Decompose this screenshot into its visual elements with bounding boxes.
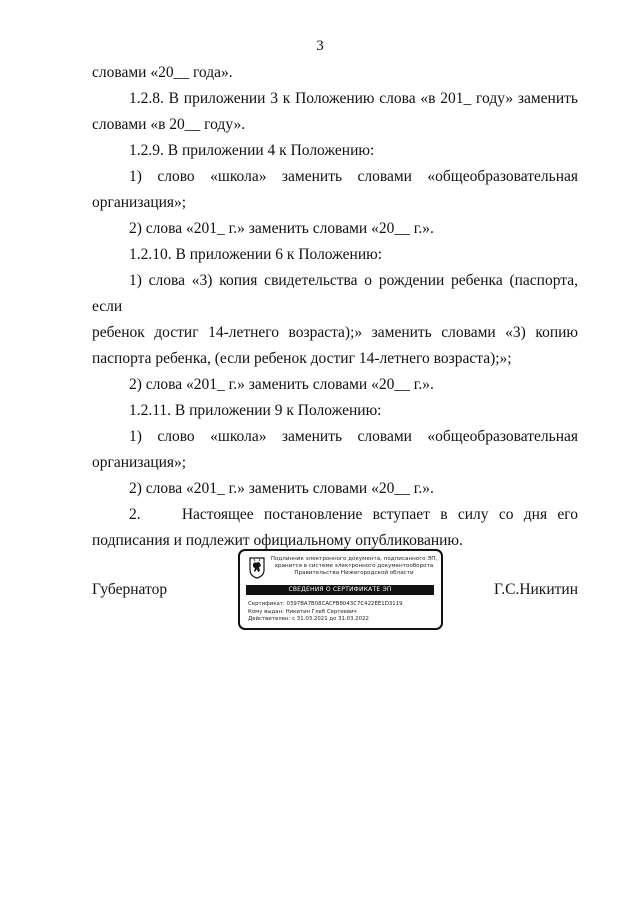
paragraph-line: 2. Настоящее постановление вступает в силу со дня его [129,506,578,523]
paragraph-line: организация»; [92,454,187,471]
paragraph-2-effective-date [92,502,578,554]
paragraph-1-2-9-item-2: 2) слова «201_ г.» заменить словами «20__ г.». [129,220,434,237]
paragraph-1-2-11-item-1 [92,424,578,476]
paragraph-1-2-10-item-1 [92,268,578,372]
certificate-serial: Сертификат: 0397BA7B08CACFB8043C7C422EE1D3119 [248,601,403,607]
electronic-signature-stamp [238,549,443,630]
paragraph-line: паспорта ребенка, (если ребенок достиг 14-летнего возраста);»; [92,350,512,367]
paragraph-1-2-10: 1.2.10. В приложении 6 к Положению: [129,246,383,263]
paragraph-1-2-11: 1.2.11. В приложении 9 к Положению: [129,402,382,419]
paragraph-line: организация»; [92,194,187,211]
paragraph-1-2-11-item-2: 2) слова «201_ г.» заменить словами «20__ г.». [129,480,434,497]
certificate-validity: Действителен: с 31.03.2021 до 31.03.2022 [248,616,369,622]
coat-of-arms-icon [249,557,265,579]
paragraph-closing-quote: словами «20__ года». [92,64,233,81]
paragraph-line: 1) слова «3) копия свидетельства о рождении ребенка (паспорта, если [92,272,578,315]
signatory-title: Губернатор [92,581,168,598]
paragraph-1-2-8 [92,86,578,138]
paragraph-1-2-10-item-2: 2) слова «201_ г.» заменить словами «20__ г.». [129,376,434,393]
paragraph-line: 1) слово «школа» заменить словами «общеобразовательная [129,168,578,185]
paragraph-line: ребенок достиг 14-летнего возраста);» заменить словами «3) копию [92,324,578,341]
paragraph-line: 1) слово «школа» заменить словами «общеобразовательная [129,428,578,445]
stamp-header-line: Правительства Нижегородской области [294,570,414,576]
paragraph-line: 1.2.8. В приложении 3 к Положению слова «в 201_ году» заменить [129,90,578,107]
certificate-owner: Кому выдан: Никитин Глеб Сергеевич [248,608,357,615]
paragraph-1-2-9: 1.2.9. В приложении 4 к Положению: [129,142,375,159]
signatory-name: Г.С.Никитин [494,581,578,598]
stamp-certificate-bar: СВЕДЕНИЯ О СЕРТИФИКАТЕ ЭП [246,585,434,595]
stamp-header [270,556,438,577]
paragraph-1-2-9-item-1 [92,164,578,216]
stamp-header-line: хранится в системе электронного документооборота [274,563,434,569]
page-number: 3 [316,38,324,54]
stamp-certificate-details [248,601,403,624]
document-body [92,60,578,554]
paragraph-line: словами «в 20__ году». [92,116,246,133]
paragraph-line: подписания и подлежит официальному опубликованию. [92,532,463,549]
stamp-header-line: Подлинник электронного документа, подписанного ЭП, [270,556,438,562]
